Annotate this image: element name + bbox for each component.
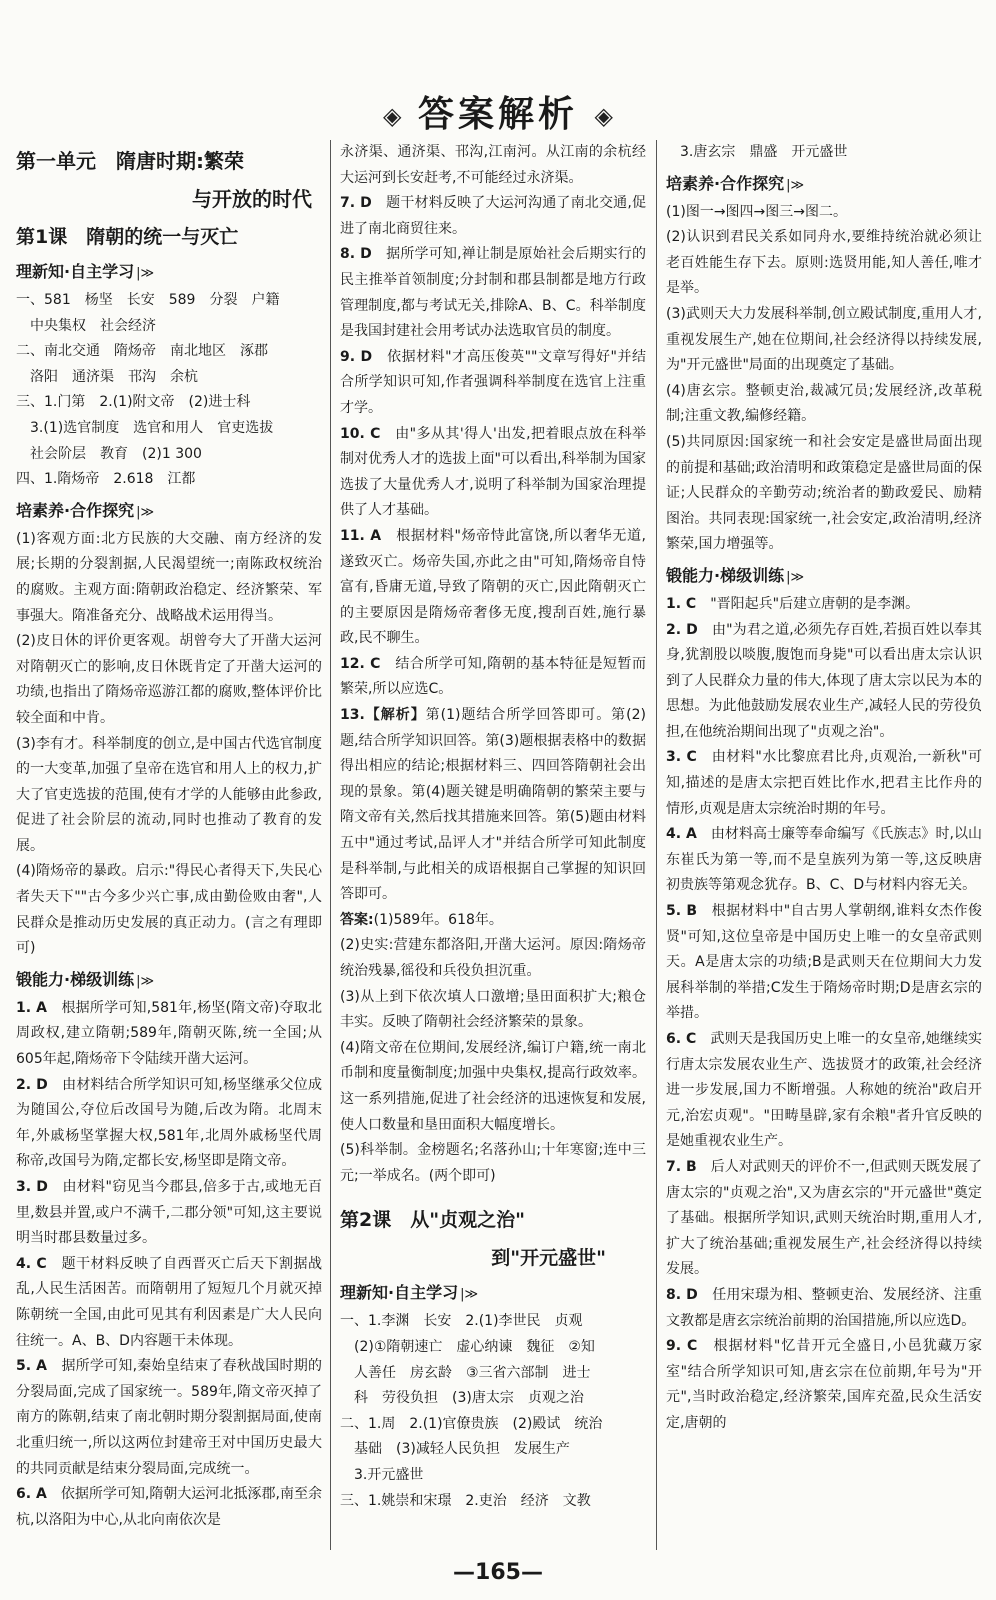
answer-line: 一、581 杨坚 长安 589 分裂 户籍 bbox=[16, 292, 280, 308]
question-answer bbox=[16, 1482, 322, 1533]
question-answer bbox=[340, 191, 646, 242]
answer-line: 3.开元盛世 bbox=[340, 1466, 424, 1483]
question-number: 12. C bbox=[340, 655, 381, 672]
question-number: 10. C bbox=[340, 425, 381, 442]
answer-block: 答案:(1)589年。618年。 (2)史实:营建东都洛阳,开凿大运河。原因:隋炀帝统治残暴,徭役和兵役负担沉重。 (3)从上到下依次填人口激增;垦田面积扩大;粮仓丰实。反映了隋朝社会经济繁荣的景象。 (4)隋文帝在位期间,发展经济,编订户籍,统一南北币制和度量衡制度;加强中央集权,提高行政效率。这一系列措施,促进了社会经济的迅速恢复和发展,使人口数量和垦田面积大幅度增长。 (5)科举制。金榜题名;名落孙山;十年寒窗;连中三元;一举成名。(两个即可) bbox=[340, 911, 646, 1184]
question-number: 7. B bbox=[666, 1158, 697, 1175]
question-answer bbox=[16, 1073, 322, 1175]
answer-line: (2)①隋朝速亡 虚心纳谏 魏征 ②知 bbox=[340, 1338, 595, 1355]
question-explanation: 任用宋璟为相、整顿吏治、发展经济、注重文教都是唐玄宗统治前期的治国措施,所以应选D。 bbox=[666, 1286, 982, 1329]
question-answer bbox=[666, 1334, 982, 1436]
question-answer bbox=[16, 996, 322, 1073]
column-divider bbox=[656, 140, 657, 1550]
page-number: —165— bbox=[453, 1560, 543, 1585]
column-right bbox=[666, 140, 982, 1550]
question-number: 6. A bbox=[16, 1486, 47, 1503]
question-answer bbox=[16, 1252, 322, 1354]
question-explanation: "晋阳起兵"后建立唐朝的是李渊。 bbox=[696, 595, 920, 612]
answer-line: 三、1.门第 2.(1)附文帝 (2)进士科 bbox=[16, 394, 251, 411]
question-number: 11. A bbox=[340, 527, 382, 544]
question-answer bbox=[16, 1175, 322, 1252]
question-explanation: 依据所学可知,隋朝大运河北抵涿郡,南至余杭,以洛阳为中心,从北向南依次是 bbox=[16, 1486, 322, 1528]
question-explanation: 根据材料中"自古男人掌朝纲,谁料女杰作俊贤"可知,这位皇帝是中国历史上唯一的女皇帝武则天。A是唐太宗的功绩;B是武则天在位期间大力发展科举制的举措;C发生于隋炀帝时期;D是唐玄宗的举措。 bbox=[666, 903, 982, 1022]
question-number: 7. D bbox=[340, 195, 372, 212]
question-answer bbox=[340, 524, 646, 652]
section-heading-explore: 培素养·合作探究 |≫ bbox=[16, 500, 155, 520]
question-explanation: 由材料"窃见当今郡县,倍多于古,或地无百里,数县并置,或户不满千,二郡分领"可知,这主要说明当时郡县数量过多。 bbox=[16, 1179, 322, 1247]
question-answer bbox=[666, 1283, 982, 1334]
question-number: 5. A bbox=[16, 1358, 47, 1375]
section-heading-learn: 理新知·自主学习 |≫ bbox=[16, 262, 155, 281]
question-explanation: 由材料高士廉等奉命编写《氏族志》时,以山东崔氏为第一等,而不是皇族列为第一等,这反映唐初贵族等第观念犹存。B、C、D与材料内容无关。 bbox=[666, 826, 982, 894]
lesson-heading: 第2课 从"贞观之治" bbox=[340, 1209, 526, 1232]
column-divider bbox=[330, 140, 331, 1550]
learn-answers bbox=[16, 288, 322, 493]
question-answer bbox=[666, 1155, 982, 1283]
answer-line: 二、南北交通 隋炀帝 南北地区 涿郡 bbox=[16, 343, 268, 360]
question-answer bbox=[666, 745, 982, 822]
train-answers bbox=[340, 191, 646, 908]
section-heading-learn: 理新知·自主学习 |≫ bbox=[340, 1283, 479, 1303]
question-number: 13.【解析】 bbox=[340, 707, 426, 724]
answer-line: (5)科举制。金榜题名;名落孙山;十年寒窗;连中三元;一举成名。(两个即可) bbox=[340, 1142, 646, 1184]
answer-line: 社会阶层 教育 (2)1 300 bbox=[16, 445, 202, 462]
question-explanation: 据所学可知,秦始皇结束了春秋战国时期的分裂局面,完成了国家统一。589年,隋文帝灭掉了南方的陈朝,结束了南北朝时期分裂割据局面,使南北重归统一,所以这两位封建帝王对中国历史最大的共同贡献是结束分裂局面,完成统一。 bbox=[16, 1358, 322, 1477]
question-number: 6. C bbox=[666, 1031, 697, 1047]
answer-line: (4)隋文帝在位期间,发展经济,编订户籍,统一南北币制和度量衡制度;加强中央集权,提高行政效率。这一系列措施,促进了社会经济的迅速恢复和发展,使人口数量和垦田面积大幅度增长。 bbox=[340, 1039, 646, 1133]
answer-line: 四、1.隋炀帝 2.618 江都 bbox=[16, 471, 196, 488]
question-number: 1. C bbox=[666, 595, 697, 612]
question-explanation: 结合所学可知,隋朝的基本特征是短暂而繁荣,所以应选C。 bbox=[340, 655, 646, 698]
answer-line: 科 劳役负担 (3)唐太宗 贞观之治 bbox=[340, 1390, 584, 1407]
learn-answer-line: 3.唐玄宗 鼎盛 开元盛世 bbox=[666, 144, 848, 160]
page-title-text: 答案解析 bbox=[417, 94, 578, 135]
section-heading-train: 锻能力·梯级训练 |≫ bbox=[16, 969, 155, 989]
question-explanation: 武则天是我国历史上唯一的女皇帝,她继续实行唐太宗发展农业生产、选拔贤才的政策,社会经济进一步发展,国力不断增强。人称她的统治"政启开元,治宏贞观"。"田畴垦辟,家有余粮"者升官反映的是她重视农业生产。 bbox=[666, 1031, 982, 1150]
question-number: 2. D bbox=[16, 1076, 48, 1093]
question-number: 9. C bbox=[666, 1338, 698, 1355]
unit-heading: 第一单元 隋唐时期:繁荣 bbox=[16, 149, 244, 173]
answer-line: 基础 (3)减轻人民负担 发展生产 bbox=[340, 1441, 570, 1458]
lesson-heading-cont: 到"开元盛世" bbox=[491, 1247, 606, 1270]
question-answer bbox=[340, 242, 646, 344]
question-number: 4. C bbox=[16, 1255, 47, 1272]
learn-answers bbox=[340, 1309, 646, 1514]
answer-line: (2)史实:营建东都洛阳,开凿大运河。原因:隋炀帝统治残暴,徭役和兵役负担沉重。 bbox=[340, 937, 646, 979]
question-explanation: 据所学可知,禅让制是原始社会后期实行的民主推举首领制度;分封制和郡县制都是地方行政管理制度,都与考试无关,排除A、B、C。科举制度是我国封建社会用考试办法选取官员的制度。 bbox=[340, 246, 646, 340]
question-explanation: 由材料"水比黎庶君比舟,贞观治,一新秋"可知,描述的是唐太宗把百姓比作水,把君主比作舟的情形,贞观是唐太宗统治时期的年号。 bbox=[666, 749, 982, 817]
question-number: 3. D bbox=[16, 1179, 48, 1195]
continued-answer: 永济渠、通济渠、邗沟,江南河。从江南的余杭经大运河到长安赶考,不可能经过永济渠。 bbox=[340, 144, 646, 186]
question-answer bbox=[666, 618, 982, 746]
question-number: 3. C bbox=[666, 749, 697, 766]
question-explanation: 由"为君之道,必须先存百姓,若损百姓以奉其身,犹割股以啖腹,腹饱而身毙"可以看出唐太宗认识到了人民群众力量的伟大,体现了唐太宗以民为本的思想。为此他鼓励发展农业生产,减轻人民的劳役负担,在他统治期间出现了"贞观之治"。 bbox=[666, 621, 982, 740]
answer-line: (3)从上到下依次填人口激增;垦田面积扩大;粮仓丰实。反映了隋朝社会经济繁荣的景象。 bbox=[340, 988, 646, 1031]
question-explanation: 题干材料反映了大运河沟通了南北交通,促进了南北商贸往来。 bbox=[340, 195, 646, 237]
diamond-ornament-icon: ◈ bbox=[382, 102, 402, 130]
answer-line: 中央集权 社会经济 bbox=[16, 317, 156, 334]
answer-line: 二、1.周 2.(1)官僚贵族 (2)殿试 统治 bbox=[340, 1415, 603, 1432]
question-explanation: 根据材料"炀帝恃此富饶,所以奢华无道,遂致灭亡。炀帝失国,亦此之由"可知,隋炀帝自恃富有,昏庸无道,导致了隋朝的灭亡,因此隋朝灭亡的主要原因是隋炀帝奢侈无度,搜刮百姓,施行暴政,民不聊生。 bbox=[340, 527, 646, 647]
question-answer bbox=[666, 592, 982, 618]
question-number: 9. D bbox=[340, 348, 373, 365]
question-explanation: 题干材料反映了自西晋灭亡后天下割据战乱,人民生活困苦。而隋朝用了短短几个月就灭掉陈朝统一全国,由此可见其有利因素是广大人民向往统一。A、B、D内容题干未体现。 bbox=[16, 1255, 322, 1349]
question-number: 1. A bbox=[16, 999, 47, 1016]
unit-heading-cont: 与开放的时代 bbox=[192, 187, 312, 211]
question-explanation: 根据所学可知,581年,杨坚(隋文帝)夺取北周政权,建立隋朝;589年,隋朝灭陈,统一全国;从605年起,隋炀帝下令陆续开凿大运河。 bbox=[16, 999, 322, 1068]
answer-line: 三、1.姚崇和宋璟 2.吏治 经济 文教 bbox=[340, 1492, 591, 1509]
question-explanation: 由"多从其'得人'出发,把着眼点放在科举制对优秀人才的选拔上面"可以看出,科举制为国家选拔了大量优秀人才,说明了科举制为国家治理提供了人才基础。 bbox=[340, 425, 646, 519]
explore-answers: (1)客观方面:北方民族的大交融、南方经济的发展;长期的分裂割据,人民渴望统一;南陈政权统治的腐败。主观方面:隋朝政治稳定、经济繁荣、军事强大。隋准备充分、战略战术运用得当。 (2)皮日休的评价更客观。胡曾夸大了开凿大运河对隋朝灭亡的影响,皮日休既肯定了开凿大运河的功绩,也指出了隋炀帝巡游江都的腐败,整体评价比较全面和中肯。 (3)李有才。科举制度的创立,是中国古代选官制度的一大变革,加强了皇帝在选官和用人上的权力,扩大了官吏选拔的范围,使有才学的人能够由此参政,促进了社会阶层的流动,同时也推动了教育的发展。 (4)隋炀帝的暴政。启示:"得民心者得天下,失民心者失天下""古今多少兴亡事,成由勤俭败由奢",人民群众是推动历史发展的真正动力。(言之有理即可) bbox=[16, 530, 322, 957]
explore-answers: (1)图一→图四→图三→图二。 (2)认识到君民关系如同舟水,要维持统治就必须让老百姓能生存下去。原则:选贤用能,知人善任,唯才是举。 (3)武则天大力发展科举制,创立殿试制度,重用人才,重视发展生产,她在位期间,社会经济得以持续发展,为"开元盛世"局面的出现奠定了基础。 (4)唐玄宗。整顿吏治,裁减冗员;发展经济,改革税制;注重文教,编修经籍。 (5)共同原因:国家统一和社会安定是盛世局面出现的前提和基础;政治清明和政策稳定是盛世局面的保证;人民群众的辛勤劳动;统治者的勤政爱民、励精图治。共同表现:国家统一,社会安定,政治清明,经济繁荣,国力增强等。 bbox=[666, 203, 982, 553]
question-answer bbox=[340, 652, 646, 703]
lesson-heading: 第1课 隋朝的统一与灭亡 bbox=[16, 226, 239, 248]
question-number: 8. D bbox=[340, 246, 372, 263]
answer-line: 3.(1)选官制度 选官和用人 官吏选拔 bbox=[16, 419, 274, 436]
question-answer bbox=[340, 422, 646, 524]
train-answers bbox=[16, 996, 322, 1533]
question-number: 8. D bbox=[666, 1286, 698, 1303]
question-explanation: 第(1)题结合所学回答即可。第(2)题,结合所学知识回答。第(3)题根据表格中的数据得出相应的结论;根据材料三、四回答隋朝社会出现的景象。第(4)题关键是明确隋朝的繁荣主要与隋文帝有关,然后找其措施来回答。第(5)题由材料五中"通过考试,品评人才"并结合所学可知此制度是科举制,与此相关的成语根据自己掌握的知识回答即可。 bbox=[340, 707, 646, 903]
answer-line: 洛阳 通济渠 邗沟 余杭 bbox=[16, 368, 198, 385]
question-number: 2. D bbox=[666, 621, 698, 638]
answer-line: 一、1.李渊 长安 2.(1)李世民 贞观 bbox=[340, 1313, 583, 1330]
train-answers bbox=[666, 592, 982, 1437]
question-number: 4. A bbox=[666, 826, 697, 843]
column-middle bbox=[340, 140, 646, 1550]
question-answer bbox=[340, 703, 646, 908]
question-answer bbox=[16, 1354, 322, 1482]
question-explanation: 后人对武则天的评价不一,但武则天既发展了唐太宗的"贞观之治",又为唐玄宗的"开元盛世"奠定了基础。根据所学知识,武则天统治时期,重用人才,扩大了统治基础;重视发展生产,社会经济得以持续发展。 bbox=[666, 1158, 982, 1278]
column-left bbox=[16, 140, 322, 1550]
question-answer bbox=[666, 1027, 982, 1155]
question-explanation: 依据材料"才高压俊英""文章写得好"并结合所学知识可知,作者强调科举制度在选官上注重才学。 bbox=[340, 348, 646, 416]
section-heading-explore: 培素养·合作探究 |≫ bbox=[666, 173, 805, 193]
question-explanation: 由材料结合所学知识可知,杨坚继承父位成为随国公,夺位后改国号为随,后改为隋。北周末年,外戚杨坚掌握大权,581年,北周外戚杨坚代周称帝,改国号为隋,定都长安,杨坚即是隋文帝。 bbox=[16, 1076, 322, 1170]
question-answer bbox=[340, 345, 646, 422]
answer-line: (1)589年。618年。 bbox=[373, 911, 503, 928]
page-title bbox=[0, 86, 996, 137]
question-number: 5. B bbox=[666, 903, 697, 920]
diamond-ornament-icon: ◈ bbox=[594, 102, 614, 130]
answer-line: 人善任 房玄龄 ③三省六部制 进士 bbox=[340, 1364, 591, 1381]
section-heading-train: 锻能力·梯级训练 |≫ bbox=[666, 565, 805, 585]
question-answer bbox=[666, 899, 982, 1027]
question-answer bbox=[666, 822, 982, 899]
question-explanation: 根据材料"忆昔开元全盛日,小邑犹藏万家室"结合所学知识可知,唐玄宗在位前期,年号为"开元",当时政治稳定,经济繁荣,国库充盈,民众生活安定,唐朝的 bbox=[666, 1338, 982, 1431]
